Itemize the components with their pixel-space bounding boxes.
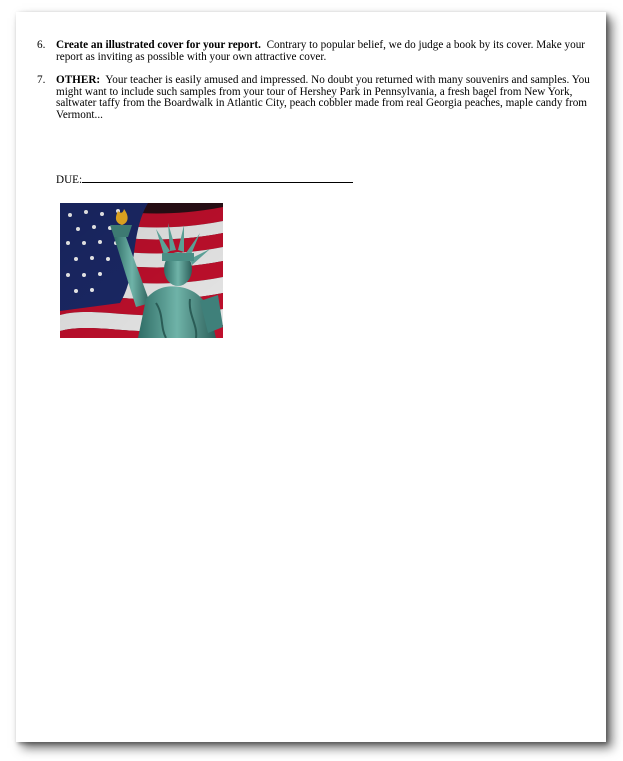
list-item (16, 75, 596, 121)
item-number: 7. (37, 74, 46, 87)
due-line-row (56, 173, 353, 186)
item-text: Your teacher is easily amused and impressed. No doubt you returned with many souvenirs and samples. You might want to include such samples from your tour of Hershey Park in Pennsylvania, a fresh bagel from New York, saltwater taffy from the Boardwalk in Atlantic City, peach cobbler made from real Georgia peaches, maple candy from Vermont... (56, 74, 590, 121)
item-number: 6. (37, 39, 46, 51)
item-text: Contrary to popular belief, we do judge a book by its cover. Make your report as inviting as possible with your own attractive cover. (56, 39, 586, 63)
due-label: DUE: (56, 174, 83, 186)
document-page (16, 12, 606, 742)
item-lead: OTHER: (56, 74, 101, 87)
list-item (16, 40, 596, 63)
assignment-list (16, 40, 596, 134)
item-lead: Create an illustrated cover for your report. (56, 39, 261, 51)
statue-of-liberty-flag-image (60, 203, 223, 338)
due-blank-line (82, 173, 353, 183)
